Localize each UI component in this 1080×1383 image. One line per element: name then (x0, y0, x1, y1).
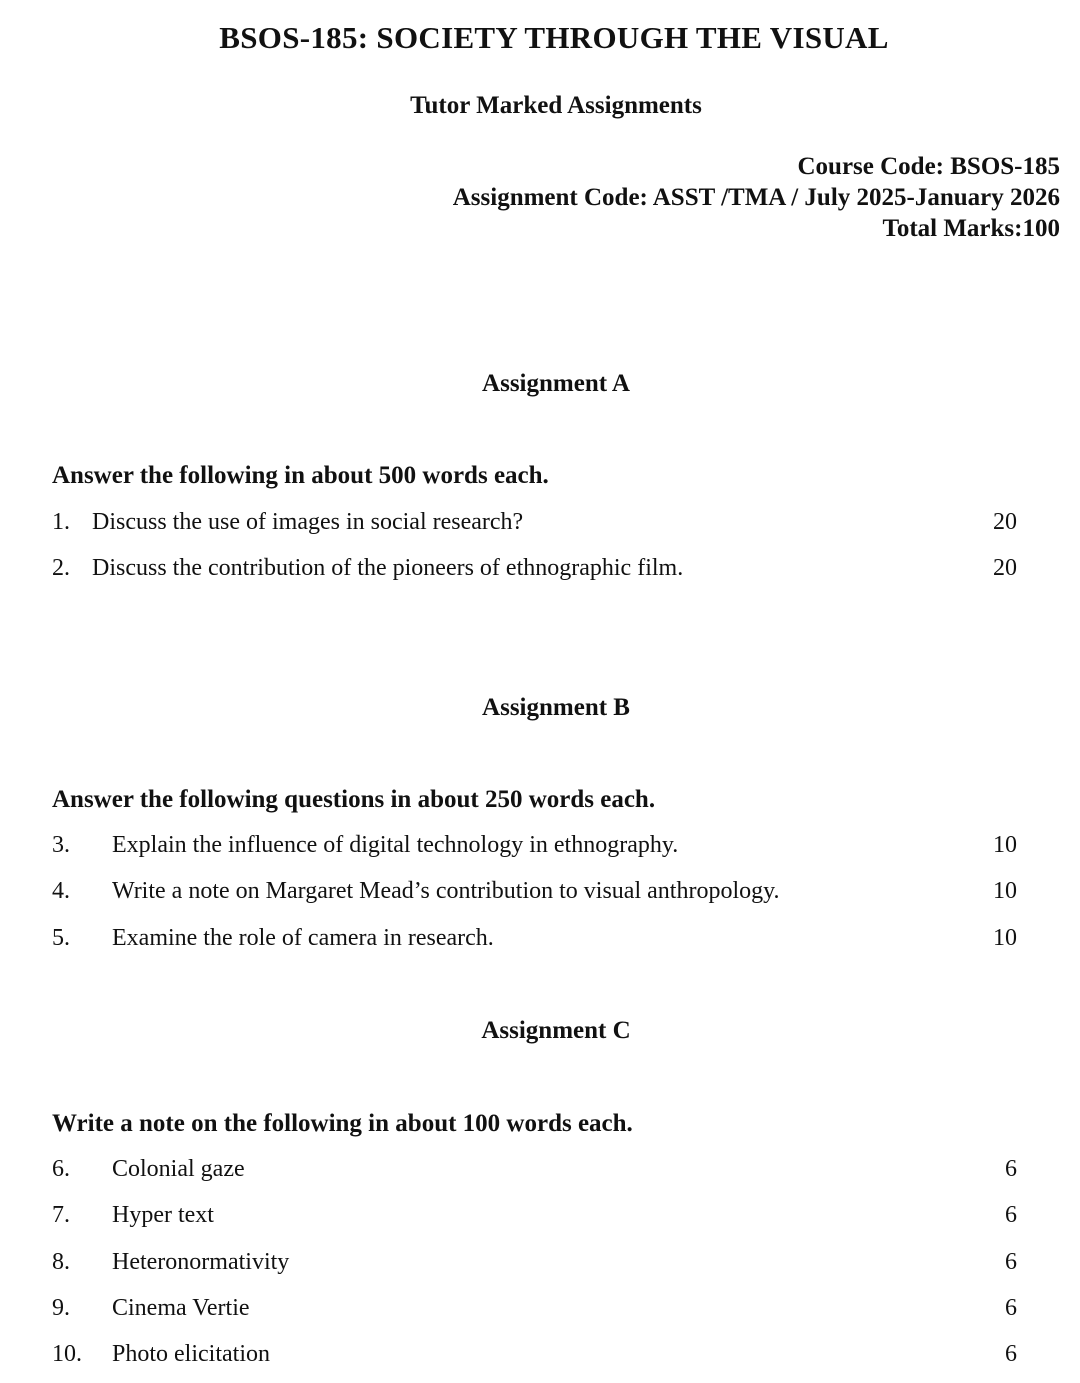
question-marks: 10 (993, 878, 1017, 904)
question-text: Examine the role of camera in research. (112, 925, 494, 951)
question-text: Colonial gaze (112, 1156, 245, 1182)
question-number: 1. (52, 509, 70, 535)
question-number: 4. (52, 878, 70, 904)
question-number: 5. (52, 925, 70, 951)
question-marks: 6 (1005, 1156, 1017, 1182)
question-text: Photo elicitation (112, 1341, 270, 1367)
question-number: 8. (52, 1249, 70, 1275)
question-number: 10. (52, 1341, 82, 1367)
question-marks: 6 (1005, 1202, 1017, 1228)
document-subtitle: Tutor Marked Assignments (410, 92, 702, 119)
question-number: 2. (52, 555, 70, 581)
question-text: Hyper text (112, 1202, 214, 1228)
question-marks: 10 (993, 832, 1017, 858)
assignment-code: Assignment Code: ASST /TMA / July 2025-January 2026 (452, 184, 1060, 211)
question-text: Cinema Vertie (112, 1295, 250, 1321)
question-number: 7. (52, 1202, 70, 1228)
question-marks: 20 (993, 555, 1017, 581)
question-text: Explain the influence of digital technology in ethnography. (112, 832, 679, 858)
question-text: Heteronormativity (112, 1249, 290, 1275)
section-instruction-a: Answer the following in about 500 words each. (52, 462, 549, 489)
total-marks: Total Marks:100 (882, 215, 1060, 242)
section-heading-c: Assignment C (481, 1017, 631, 1044)
question-marks: 6 (1005, 1295, 1017, 1321)
question-number: 9. (52, 1295, 70, 1321)
question-marks: 10 (993, 925, 1017, 951)
question-text: Discuss the contribution of the pioneers of ethnographic film. (92, 555, 684, 581)
question-marks: 20 (993, 509, 1017, 535)
section-heading-a: Assignment A (482, 370, 630, 397)
question-text: Discuss the use of images in social research? (92, 509, 524, 535)
section-heading-b: Assignment B (482, 694, 630, 721)
course-code: Course Code: BSOS-185 (797, 153, 1060, 180)
question-number: 6. (52, 1156, 70, 1182)
question-marks: 6 (1005, 1249, 1017, 1275)
document-title: BSOS-185: SOCIETY THROUGH THE VISUAL (219, 20, 889, 55)
question-marks: 6 (1005, 1341, 1017, 1367)
section-instruction-b: Answer the following questions in about 250 words each. (52, 786, 656, 813)
section-instruction-c: Write a note on the following in about 100 words each. (52, 1110, 633, 1137)
question-number: 3. (52, 832, 70, 858)
question-text: Write a note on Margaret Mead’s contribution to visual anthropology. (112, 878, 780, 904)
